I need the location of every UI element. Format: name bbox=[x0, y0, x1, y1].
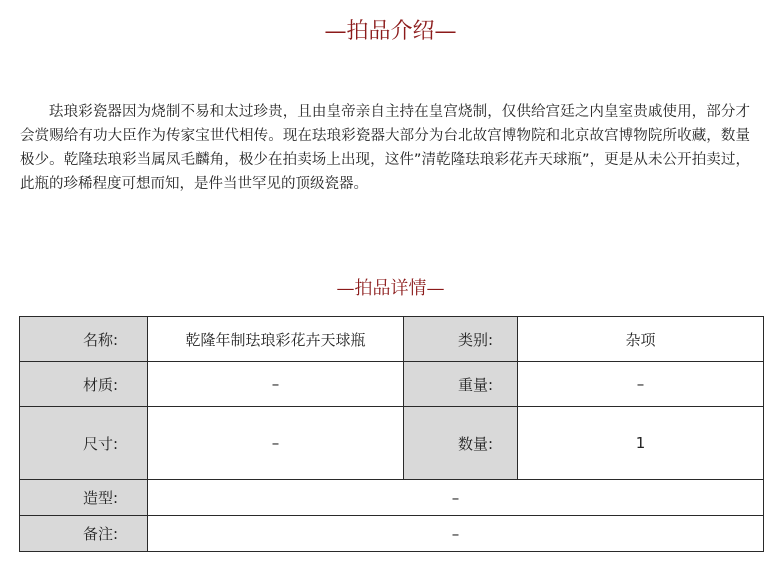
remark-label: 备注: bbox=[20, 516, 148, 552]
remark-value: – bbox=[148, 516, 764, 552]
name-label: 名称: bbox=[20, 317, 148, 362]
quantity-label: 数量: bbox=[404, 407, 518, 480]
weight-label: 重量: bbox=[404, 362, 518, 407]
weight-value: – bbox=[518, 362, 764, 407]
size-label: 尺寸: bbox=[20, 407, 148, 480]
category-label: 类别: bbox=[404, 317, 518, 362]
shape-label: 造型: bbox=[20, 480, 148, 516]
table-row-remark bbox=[20, 516, 764, 552]
shape-value: – bbox=[148, 480, 764, 516]
intro-title: —拍品介绍— bbox=[324, 19, 457, 44]
category-value: 杂项 bbox=[518, 317, 764, 362]
table-row-name bbox=[20, 317, 764, 362]
table-row-material bbox=[20, 362, 764, 407]
table-row-shape bbox=[20, 480, 764, 516]
material-label: 材质: bbox=[20, 362, 148, 407]
size-value: – bbox=[148, 407, 404, 480]
details-title: —拍品详情— bbox=[336, 278, 445, 299]
table-row-size bbox=[20, 407, 764, 480]
material-value: – bbox=[148, 362, 404, 407]
name-value: 乾隆年制珐琅彩花卉天球瓶 bbox=[148, 317, 404, 362]
intro-paragraph: 珐琅彩瓷器因为烧制不易和太过珍贵，且由皇帝亲自主持在皇宫烧制，仅供给宫廷之内皇室贵戚使用，部分才会赏赐给有功大臣作为传家宝世代相传。现在珐琅彩瓷器大部分为台北故宫博物院和北京故宫博物院所收藏，数量极少。乾隆珐琅彩当属凤毛麟角，极少在拍卖场上出现，这件”清乾隆珐琅彩花卉天球瓶”，更是从未公开拍卖过，此瓶的珍稀程度可想而知，是件当世罕见的顶级瓷器。 bbox=[20, 104, 750, 192]
quantity-value: 1 bbox=[518, 407, 764, 480]
details-table bbox=[19, 316, 764, 552]
